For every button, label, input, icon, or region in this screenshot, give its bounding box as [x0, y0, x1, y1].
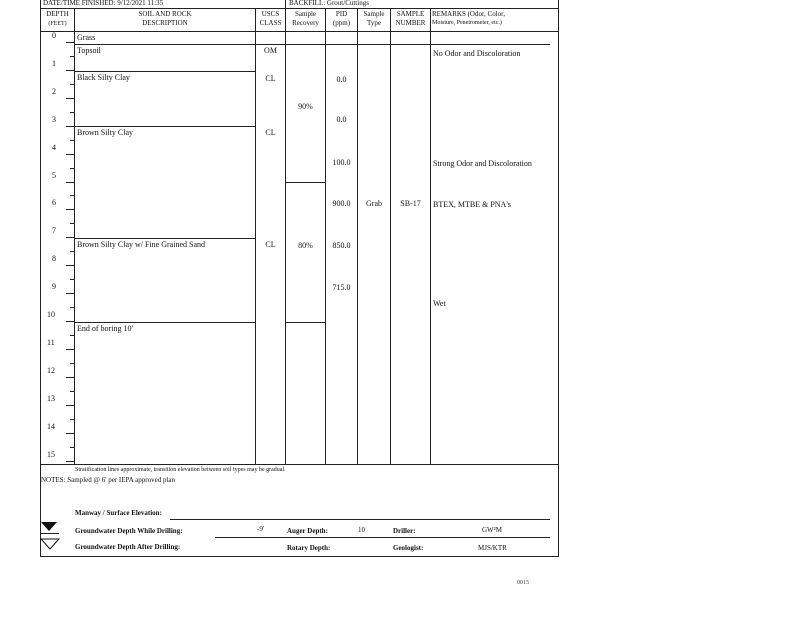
depth-tick: [66, 154, 74, 155]
depth-label: 5: [52, 170, 56, 180]
col-type-header: Sample: [363, 10, 385, 18]
rule-left: [40, 0, 41, 557]
groundwater-while-icon-line: [41, 533, 59, 534]
depth-label: 12: [47, 365, 55, 375]
gw-while-label: Groundwater Depth While Drilling:: [75, 527, 183, 535]
depth-tick: [66, 209, 74, 210]
depth-tick: [70, 251, 74, 252]
col-uscs-header: USCS: [261, 10, 280, 18]
pid-reading: 900.0: [332, 199, 351, 208]
depth-label: 9: [52, 282, 56, 292]
remark: Strong Odor and Discoloration: [433, 159, 532, 168]
groundwater-after-icon-svg: [40, 538, 60, 552]
depth-tick: [70, 140, 74, 141]
stratification-footnote: Stratification lines approximate, transition elevation between soil types may be gradual.: [75, 467, 286, 473]
geologist-label: Geologist:: [393, 544, 424, 552]
depth-tick: [70, 279, 74, 280]
page-mark: 0015: [517, 580, 529, 586]
col-sep-type: [390, 8, 391, 464]
sample-recovery: 80%: [298, 241, 313, 250]
depth-label: 1: [52, 58, 56, 68]
uscs-class: OM: [264, 46, 277, 55]
pid-reading: 0.0: [336, 75, 347, 84]
rule-top: [40, 8, 558, 9]
sample-boundary: [285, 322, 325, 323]
stratum-line: [74, 44, 550, 45]
col-number-header-2: NUMBER: [395, 19, 426, 27]
geologist-value: MJS/KTR: [478, 544, 507, 552]
depth-tick: [70, 419, 74, 420]
depth-tick: [70, 391, 74, 392]
soil-description: Grass: [77, 33, 96, 42]
auger-depth-label: Auger Depth:: [287, 527, 328, 535]
remark: BTEX, MTBE & PNA's: [433, 200, 511, 209]
depth-tick: [66, 293, 74, 294]
col-soil-header: SOIL AND ROCK: [138, 10, 192, 18]
depth-tick: [70, 195, 74, 196]
depth-tick: [70, 447, 74, 448]
notes: NOTES: Sampled @ 6' per IEPA approved plan: [41, 476, 176, 484]
col-depth-unit: (FEET): [48, 21, 67, 27]
stratum-line: [74, 322, 255, 323]
depth-tick: [70, 363, 74, 364]
depth-label: 13: [47, 393, 55, 403]
col-depth-header: DEPTH: [46, 10, 69, 18]
col-number-header: SAMPLE: [396, 10, 425, 18]
pid-reading: 715.0: [332, 283, 351, 292]
col-recovery-header-2: Recovery: [292, 19, 319, 27]
rotary-depth-label: Rotary Depth:: [287, 544, 331, 552]
stratum-line: [74, 126, 255, 127]
col-pid-header: PID: [335, 10, 348, 18]
depth-label: 14: [47, 421, 55, 431]
pid-reading: 100.0: [332, 158, 351, 167]
groundwater-while-icon: [41, 522, 57, 531]
auger-depth-value: 10: [358, 526, 365, 534]
soil-description: End of boring 10': [77, 324, 133, 333]
col-uscs-header-2: CLASS: [259, 19, 282, 27]
rule-right: [558, 0, 559, 557]
col-sep-pid: [357, 8, 358, 464]
depth-tick: [70, 307, 74, 308]
rule-log-bottom: [40, 464, 558, 465]
depth-tick: [70, 335, 74, 336]
col-sep-depth: [74, 8, 75, 464]
depth-tick: [66, 98, 74, 99]
col-remarks-header: REMARKS (Odor, Color,: [432, 10, 505, 18]
pid-reading: 0.0: [336, 115, 347, 124]
gw-after-label: Groundwater Depth After Drilling:: [75, 543, 181, 551]
depth-tick: [66, 405, 74, 406]
depth-tick: [66, 265, 74, 266]
driller-label: Driller:: [393, 527, 416, 535]
depth-label: 2: [52, 86, 56, 96]
depth-label: 8: [52, 254, 56, 264]
uscs-class: CL: [265, 128, 276, 137]
soil-description: Brown Silty Clay: [77, 128, 134, 137]
driller-value: GW²M: [482, 526, 502, 534]
remark: No Odor and Discoloration: [433, 49, 521, 58]
depth-tick: [66, 237, 74, 238]
depth-tick: [66, 42, 74, 43]
depth-label: 15: [47, 449, 55, 459]
depth-label: 6: [52, 198, 56, 208]
soil-description: Brown Silty Clay w/ Fine Grained Sand: [77, 240, 205, 249]
sample-type: Grab: [366, 199, 382, 208]
manway-underline: [170, 519, 550, 520]
soil-description: Topsoil: [77, 46, 101, 55]
depth-tick: [66, 182, 74, 183]
depth-tick: [70, 168, 74, 169]
remark: Wet: [433, 299, 446, 308]
depth-tick: [66, 349, 74, 350]
backfill: BACKFILL: Grout/Cuttings: [289, 0, 369, 7]
depth-tick: [66, 461, 74, 462]
uscs-class: CL: [265, 74, 276, 83]
col-sep-number: [430, 8, 431, 464]
depth-label: 4: [52, 142, 56, 152]
depth-tick: [70, 56, 74, 57]
date-finished: DATE/TIME FINISHED: 9/12/2021 11:35: [43, 0, 164, 7]
col-remarks-header-2: Moisture, Penetrometer, etc.): [432, 20, 502, 26]
col-pid-header-2: (ppm): [332, 19, 351, 27]
depth-tick: [66, 126, 74, 127]
rule-header-bottom: [40, 31, 558, 32]
uscs-class: CL: [265, 240, 276, 249]
depth-label: 0: [52, 31, 56, 40]
manway-label: Manway / Surface Elevation:: [75, 509, 162, 517]
depth-tick: [70, 112, 74, 113]
depth-tick: [66, 70, 74, 71]
col-sep-uscs: [285, 8, 286, 464]
stratum-line: [74, 238, 255, 239]
gw-while-underline: [215, 537, 550, 538]
depth-tick: [66, 377, 74, 378]
sample-recovery: 90%: [298, 102, 313, 111]
sample-number: SB-17: [400, 199, 421, 208]
depth-tick: [70, 223, 74, 224]
depth-label: 7: [52, 226, 56, 236]
gw-while-value: -9': [257, 525, 265, 533]
depth-label: 10: [47, 310, 55, 319]
depth-label: 11: [47, 337, 55, 347]
soil-description: Black Silty Clay: [77, 73, 130, 82]
col-recovery-header: Sample: [295, 10, 316, 18]
rule-form-bottom: [40, 556, 558, 557]
col-type-header-2: Type: [367, 19, 381, 27]
depth-label: 3: [52, 114, 56, 124]
pid-reading: 850.0: [332, 241, 351, 250]
depth-tick: [66, 321, 74, 322]
depth-tick: [70, 84, 74, 85]
col-soil-header-2: DESCRIPTION: [142, 19, 188, 27]
sample-boundary: [285, 182, 325, 183]
depth-tick: [66, 433, 74, 434]
stratum-line: [74, 71, 255, 72]
